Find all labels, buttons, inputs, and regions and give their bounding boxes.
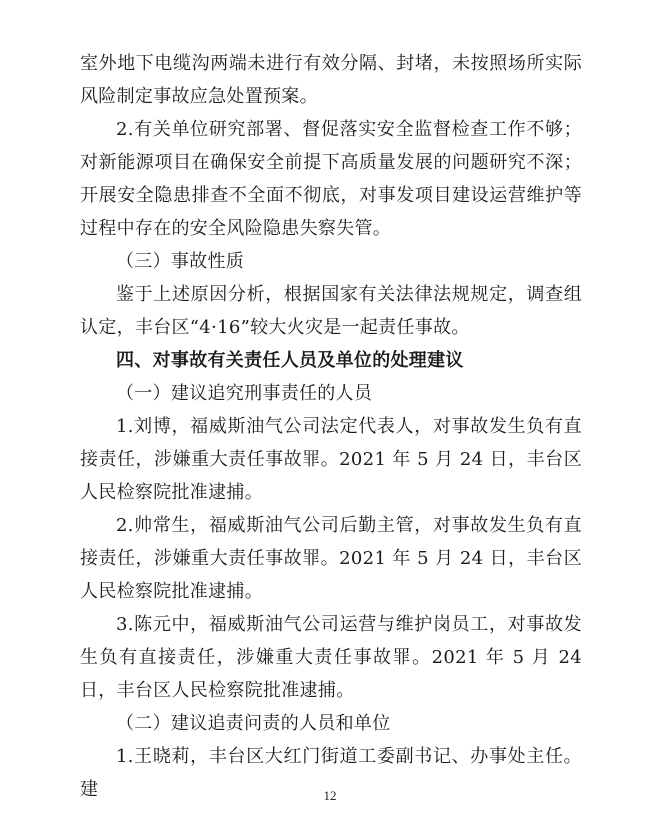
paragraph-person-3: 3.陈元中，福威斯油气公司运营与维护岗员工，对事故发生负有直接责任，涉嫌重大责任事故罪。2021 年 5 月 24 日，丰台区人民检察院批准逮捕。	[80, 614, 582, 701]
page-number: 12	[323, 788, 337, 803]
document-body	[80, 47, 582, 806]
paragraph-item-2: 2.有关单位研究部署、督促落实安全监督检查工作不够；对新能源项目在确保安全前提下高质量发展的问题研究不深；开展安全隐患排查不全面不彻底，对事发项目建设运营维护等过程中存在的安全风险隐患失察失管。	[80, 119, 582, 239]
section-heading-accident-nature: （三）事故性质	[116, 251, 245, 272]
subheading-criminal-liability: （一）建议追究刑事责任的人员	[116, 383, 373, 404]
subheading-accountability: （二）建议追责问责的人员和单位	[116, 713, 391, 734]
paragraph-accountable-person-1: 1.王晓莉，丰台区大红门街道工委副书记、办事处主任。建	[80, 746, 582, 800]
paragraph-continuation: 室外地下电缆沟两端未进行有效分隔、封堵，未按照场所实际风险制定事故应急处置预案。	[80, 53, 582, 107]
section-heading-handling-suggestions: 四、对事故有关责任人员及单位的处理建议	[116, 350, 464, 371]
paragraph-person-1: 1.刘博，福威斯油气公司法定代表人，对事故发生负有直接责任，涉嫌重大责任事故罪。2021 年 5 月 24 日，丰台区人民检察院批准逮捕。	[80, 416, 582, 503]
paragraph-person-2: 2.帅常生，福威斯油气公司后勤主管，对事故发生负有直接责任，涉嫌重大责任事故罪。2021 年 5 月 24 日，丰台区人民检察院批准逮捕。	[80, 515, 582, 602]
paragraph-accident-determination: 鉴于上述原因分析，根据国家有关法律法规规定，调查组认定，丰台区“4·16”较大火灾是一起责任事故。	[80, 284, 582, 338]
